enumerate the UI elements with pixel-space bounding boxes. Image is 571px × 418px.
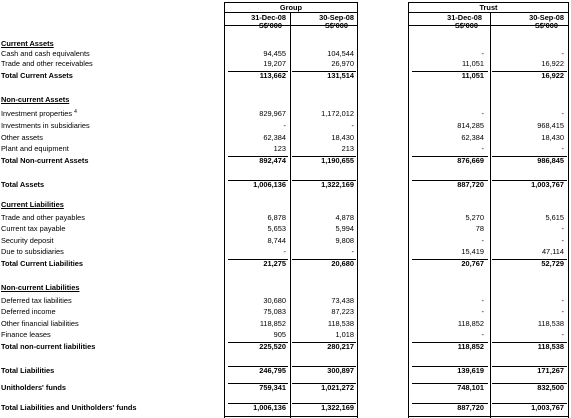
row-value: 62,384 (461, 133, 484, 142)
table-row (0, 134, 571, 142)
row-value: 1,190,655 (321, 156, 354, 165)
row-value: 1,172,012 (321, 109, 354, 118)
table-row (0, 50, 571, 58)
table-row (0, 157, 571, 165)
row-value: 47,114 (541, 247, 564, 256)
table-row (0, 297, 571, 305)
trust-title: Trust (479, 3, 498, 12)
row-value: 20,767 (461, 259, 484, 268)
row-value: - (351, 121, 354, 130)
table-row (0, 145, 571, 153)
trust-col2-date: 30-Sep-08 (529, 13, 564, 22)
row-value: 4,878 (335, 213, 354, 222)
row-value: 118,852 (457, 342, 484, 351)
row-value: 832,500 (537, 383, 564, 392)
table-row (0, 225, 571, 233)
table-row (0, 181, 571, 189)
table-row (0, 40, 571, 48)
row-value: - (283, 121, 286, 130)
row-value: 78 (475, 224, 484, 233)
row-value: 118,538 (537, 319, 564, 328)
row-label: Current tax payable (1, 224, 66, 233)
row-value: 118,538 (537, 342, 564, 351)
row-label: Total non-current liabilities (1, 342, 96, 351)
trust-col1-unit: S$'000 (454, 21, 478, 30)
row-label: Other assets (1, 133, 43, 142)
row-value: 986,845 (537, 156, 564, 165)
total-rule (412, 259, 488, 260)
row-value: 5,615 (545, 213, 564, 222)
row-value: 19,207 (263, 59, 286, 68)
row-label: Current Liabilities (1, 200, 64, 209)
group-col1-date: 31-Dec-08 (251, 13, 286, 22)
row-value: 1,018 (335, 330, 354, 339)
table-row (0, 122, 571, 130)
row-value: - (481, 144, 484, 153)
row-value: 814,285 (457, 121, 484, 130)
row-value: 876,669 (457, 156, 484, 165)
row-label: Current Assets (1, 39, 54, 48)
total-rule (292, 156, 356, 157)
total-rule (228, 259, 288, 260)
total-rule (228, 342, 288, 343)
row-label: Total Non-current Assets (1, 156, 89, 165)
total-rule (228, 71, 288, 72)
row-value: 887,720 (457, 180, 484, 189)
row-value: - (561, 330, 564, 339)
row-label: Total Current Assets (1, 71, 73, 80)
row-value: 15,419 (461, 247, 484, 256)
row-value: 829,967 (259, 109, 286, 118)
total-rule (492, 180, 567, 181)
row-value: 62,384 (263, 133, 286, 142)
row-label: Due to subsidiaries (1, 247, 64, 256)
row-label: Deferred income (1, 307, 56, 316)
total-rule (292, 366, 356, 367)
group-col2-date: 30-Sep-08 (319, 13, 354, 22)
row-value: 87,223 (331, 307, 354, 316)
row-value: - (481, 49, 484, 58)
table-row (0, 201, 571, 209)
row-label: Deferred tax liabilities (1, 296, 72, 305)
row-value: 1,003,767 (531, 180, 564, 189)
total-rule (492, 366, 567, 367)
row-value: 280,217 (327, 342, 354, 351)
row-label: Trade and other payables (1, 213, 85, 222)
total-rule (292, 403, 356, 404)
total-rule (228, 180, 288, 181)
table-row (0, 237, 571, 245)
row-value: 5,994 (335, 224, 354, 233)
row-value: 131,514 (327, 71, 354, 80)
total-rule (412, 156, 488, 157)
row-value: 171,267 (537, 366, 564, 375)
row-value: - (561, 109, 564, 118)
table-row (0, 72, 571, 80)
table-row (0, 308, 571, 316)
group-col1-unit: S$'000 (258, 21, 282, 30)
row-value: 73,438 (331, 296, 354, 305)
row-value: 30,680 (263, 296, 286, 305)
total-rule (292, 342, 356, 343)
row-value: - (561, 224, 564, 233)
trust-col1-date: 31-Dec-08 (447, 13, 482, 22)
table-row (0, 404, 571, 412)
table-row (0, 343, 571, 351)
row-value: 11,051 (461, 71, 484, 80)
row-value: 8,744 (267, 236, 286, 245)
total-rule (492, 403, 567, 404)
footnote-marker: 4 (74, 109, 77, 115)
group-col2-unit: S$'000 (324, 21, 348, 30)
total-rule (412, 403, 488, 404)
total-rule (492, 71, 567, 72)
row-label: Finance leases (1, 330, 51, 339)
row-value: 16,922 (541, 59, 564, 68)
table-row (0, 367, 571, 375)
row-value: - (283, 247, 286, 256)
table-row (0, 284, 571, 292)
row-value: 1,021,272 (321, 383, 354, 392)
bottom-rule (224, 416, 358, 417)
total-rule (228, 156, 288, 157)
table-row (0, 96, 571, 104)
row-label: Non-current Assets (1, 95, 70, 104)
bottom-rule (408, 416, 569, 417)
row-value: 18,430 (331, 133, 354, 142)
row-value: 300,897 (327, 366, 354, 375)
total-rule (492, 259, 567, 260)
row-label: Trade and other receivables (1, 59, 93, 68)
row-value: 123 (273, 144, 286, 153)
row-value: 887,720 (457, 403, 484, 412)
row-value: - (561, 307, 564, 316)
row-value: 1,006,136 (253, 180, 286, 189)
row-value: 748,101 (457, 383, 484, 392)
row-label: Other financial liabilities (1, 319, 79, 328)
row-value: 1,322,169 (321, 180, 354, 189)
row-value: 1,006,136 (253, 403, 286, 412)
row-value: 113,662 (259, 71, 286, 80)
row-value: 5,653 (267, 224, 286, 233)
trust-subheader-line (408, 12, 569, 13)
row-label: Investments in subsidiaries (1, 121, 90, 130)
row-value: 1,322,169 (321, 403, 354, 412)
total-rule (228, 383, 288, 384)
row-value: 892,474 (259, 156, 286, 165)
row-value: 21,275 (263, 259, 286, 268)
row-value: - (481, 330, 484, 339)
table-row (0, 331, 571, 339)
total-rule (492, 383, 567, 384)
row-label: Security deposit (1, 236, 54, 245)
row-label: Total Current Liabilities (1, 259, 83, 268)
row-value: - (561, 236, 564, 245)
row-value: 26,970 (331, 59, 354, 68)
row-value: 118,538 (327, 319, 354, 328)
row-label: Investment properties $^4$ (1, 109, 77, 118)
total-rule (412, 366, 488, 367)
row-value: 905 (273, 330, 286, 339)
group-title: Group (279, 3, 303, 12)
total-rule (412, 71, 488, 72)
table-row (0, 320, 571, 328)
row-value: 18,430 (541, 133, 564, 142)
row-value: 759,341 (259, 383, 286, 392)
row-value: 246,795 (259, 366, 286, 375)
total-rule (292, 71, 356, 72)
row-label: Total Liabilities and Unitholders' funds (1, 403, 137, 412)
trust-col2-unit: S$'000 (534, 21, 558, 30)
total-rule (492, 156, 567, 157)
row-label: Unitholders' funds (1, 383, 66, 392)
row-value: 52,729 (541, 259, 564, 268)
row-value: 6,878 (267, 213, 286, 222)
table-row (0, 110, 571, 118)
row-value: - (481, 109, 484, 118)
total-rule (228, 366, 288, 367)
total-rule (412, 383, 488, 384)
row-value: - (561, 296, 564, 305)
total-rule (412, 342, 488, 343)
row-label: Cash and cash equivalents (1, 49, 90, 58)
row-value: 16,922 (541, 71, 564, 80)
row-value: 94,455 (263, 49, 286, 58)
row-label: Plant and equipment (1, 144, 69, 153)
row-value: - (481, 236, 484, 245)
row-value: 5,270 (465, 213, 484, 222)
row-value: 213 (341, 144, 354, 153)
table-row (0, 260, 571, 268)
table-row (0, 214, 571, 222)
row-value: - (561, 144, 564, 153)
table-row (0, 60, 571, 68)
table-row (0, 248, 571, 256)
row-label: Total Assets (1, 180, 45, 189)
row-value: - (481, 307, 484, 316)
group-subheader-line (224, 12, 358, 13)
row-value: 104,544 (327, 49, 354, 58)
row-value: 11,051 (461, 59, 484, 68)
total-rule (292, 180, 356, 181)
row-label: Non-current Liabilities (1, 283, 80, 292)
total-rule (492, 342, 567, 343)
row-value: 9,808 (335, 236, 354, 245)
row-value: 118,852 (259, 319, 286, 328)
table-row (0, 384, 571, 392)
row-value: - (481, 296, 484, 305)
total-rule (228, 403, 288, 404)
row-label: Total Liabilities (1, 366, 55, 375)
row-value: 1,003,767 (531, 403, 564, 412)
row-value: 20,680 (331, 259, 354, 268)
row-value: - (561, 49, 564, 58)
total-rule (292, 259, 356, 260)
row-value: 968,415 (537, 121, 564, 130)
row-value: 118,852 (457, 319, 484, 328)
row-value: 139,619 (457, 366, 484, 375)
row-value: - (351, 247, 354, 256)
row-value: 75,083 (263, 307, 286, 316)
total-rule (412, 180, 488, 181)
total-rule (292, 383, 356, 384)
row-value: 225,520 (259, 342, 286, 351)
